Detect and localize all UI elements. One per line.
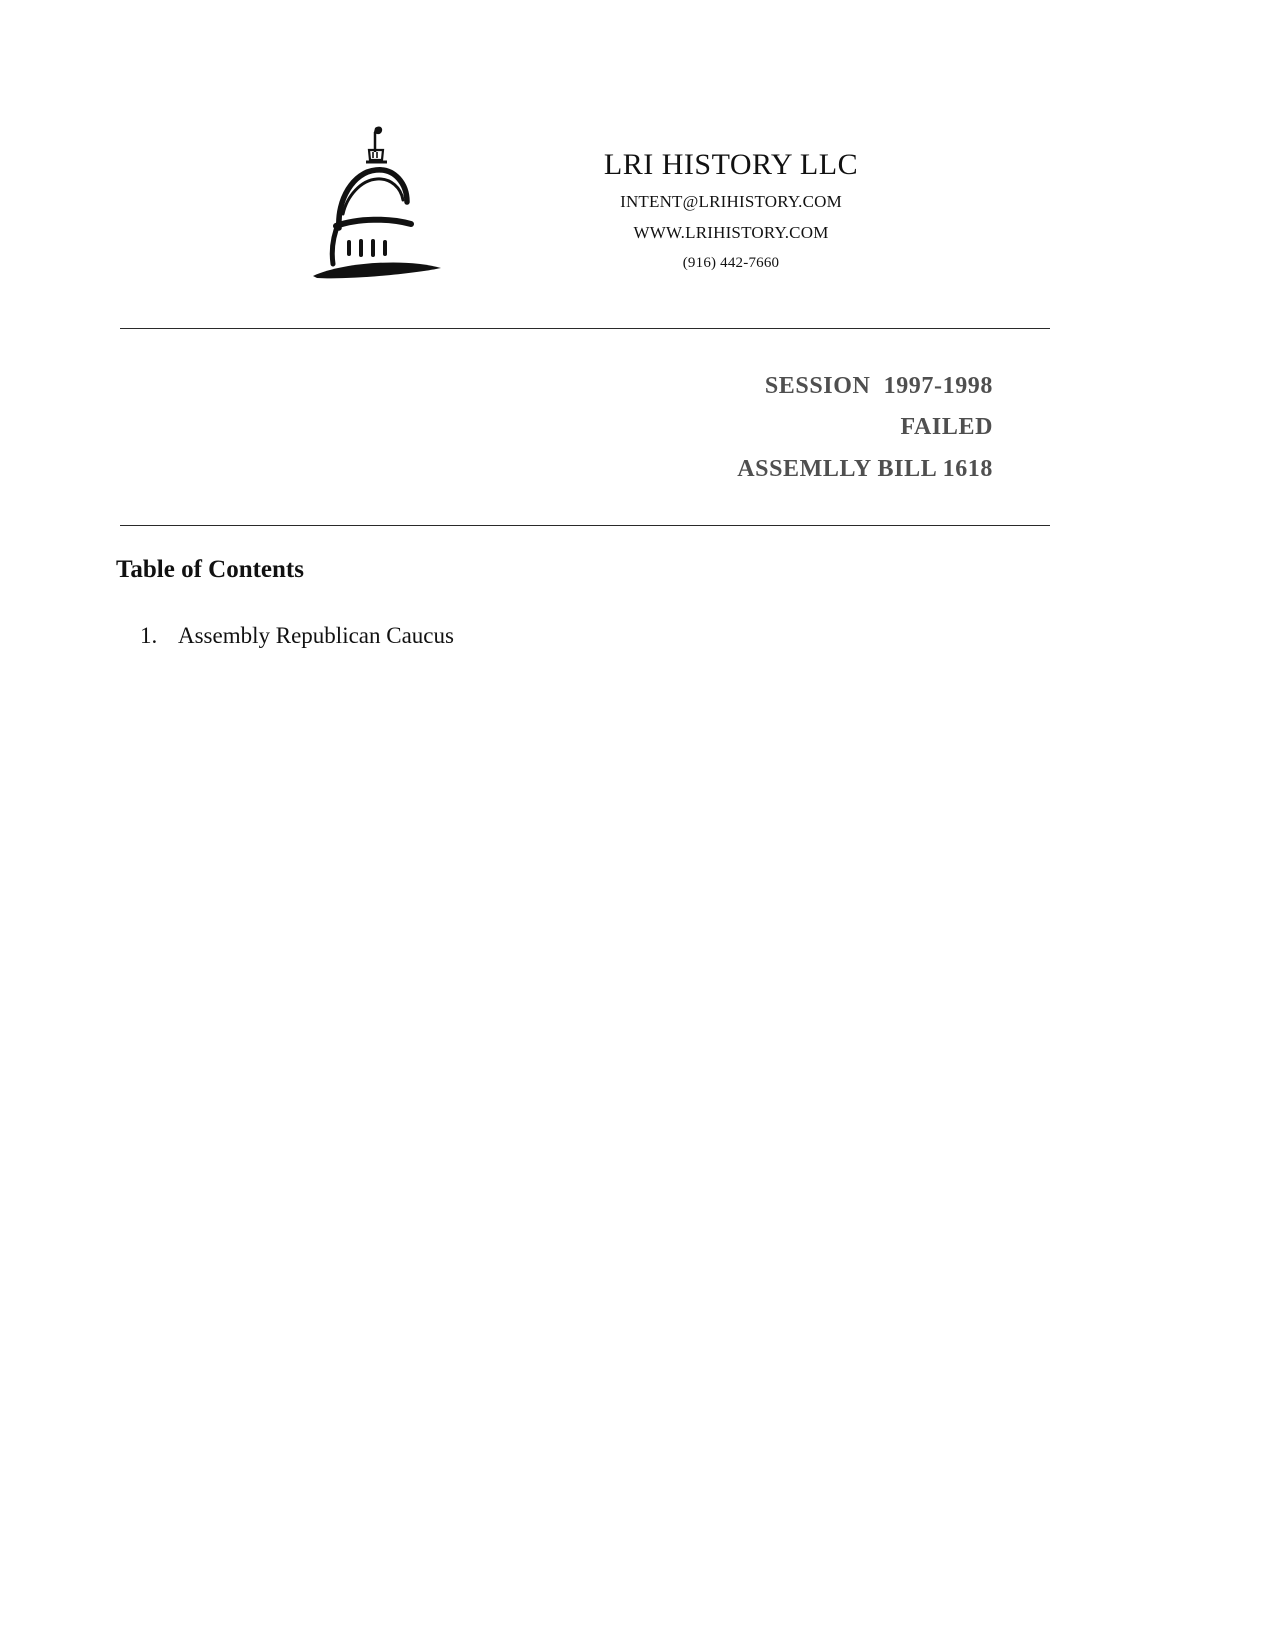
session-line-session: SESSION 1997-1998 bbox=[764, 373, 993, 399]
session-line-bill: ASSEMLLY BILL 1618 bbox=[737, 455, 993, 482]
letterhead bbox=[0, 118, 1276, 288]
capitol-dome-icon bbox=[303, 118, 453, 288]
list-item-label: Assembly Republican Caucus bbox=[178, 623, 454, 648]
list-item-number: 1. bbox=[140, 623, 158, 648]
org-website: WWW.LRIHISTORY.COM bbox=[633, 223, 829, 242]
org-phone: (916) 442-7660 bbox=[682, 255, 780, 271]
table-of-contents-title: Table of Contents bbox=[116, 556, 304, 583]
session-heading bbox=[120, 366, 993, 490]
org-email: INTENT@LRIHISTORY.COM bbox=[620, 192, 842, 211]
session-line-status: FAILED bbox=[900, 414, 993, 441]
org-info bbox=[496, 118, 966, 272]
table-of-contents-list bbox=[116, 620, 916, 652]
logo bbox=[288, 118, 468, 288]
list-item[interactable] bbox=[116, 620, 916, 652]
divider-top bbox=[120, 328, 1050, 329]
divider-bottom bbox=[120, 525, 1050, 526]
org-name: LRI HISTORY LLC bbox=[603, 148, 859, 181]
